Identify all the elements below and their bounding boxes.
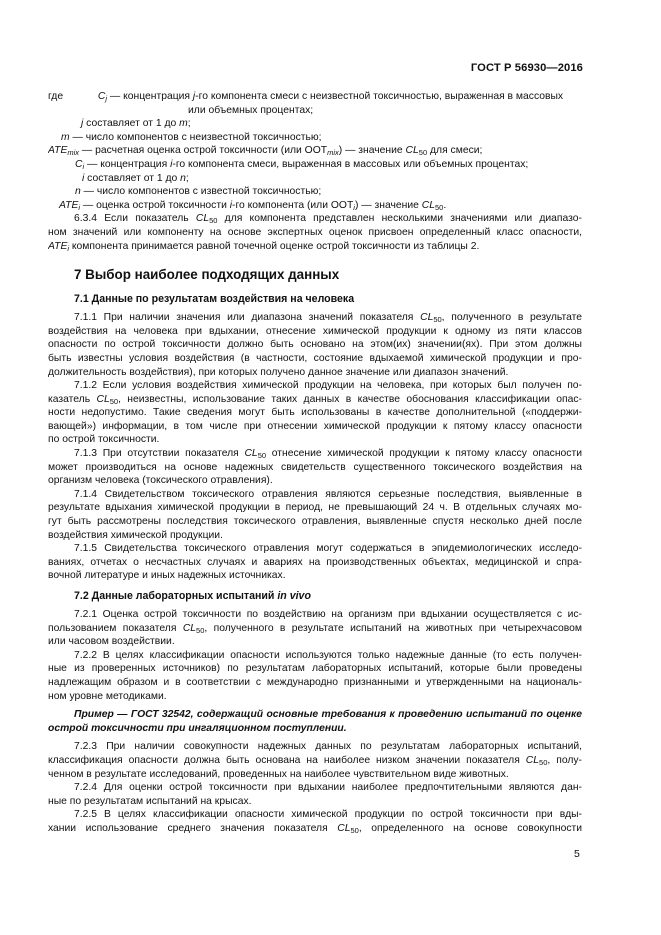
p634-line: ном значений или компоненту на основе экспертных оценок присвоен определенный класс опасности, [48,226,582,238]
p634-line: $ATE_i$ компонента принимается равной точечной оценке острой токсичности из таблицы 2. [48,240,480,253]
p711-line: опасности по острой токсичности должно быть основано на этом(их) значении(ях). При этом должны [48,339,582,351]
def-m: m — число компонентов с неизвестной токсичностью; [61,131,322,143]
p712-line: ности недопустимо. Такие сведения могут быть использованы в качестве дополнительной («поддержи- [48,407,582,419]
p715-line: 7.1.5 Свидетельства токсического отравления могут содержаться в эпидемиологических исследо- [74,543,582,555]
section-7-2-title: 7.2 Данные лабораторных испытаний in vivo [74,590,311,602]
p712-line: казатель $CL_{50}$, неизвестны, использование таких данных в качестве обоснования классификации опас- [48,393,582,406]
p722-line: 7.2.2 В целях классификации опасности используются только надежные данные (то есть получен- [74,649,582,661]
p724-line: ные по результатам испытаний на крысах. [48,795,252,807]
p711-line: быть известны условия воздействия (в частности, состояние вдыхаемой химической продукции и про- [48,352,582,364]
p714-line: результате вдыхания химической продукции в период, не превышающий 24 ч. В отдельных случаях мо- [48,502,582,514]
p723-line: 7.2.3 При наличии совокупности надежных данных по результатам лабораторных испытаний, [74,741,582,753]
p634-line: 6.3.4 Если показатель $CL_{50}$ для компонента представлен несколькими значениями или диапазо- [74,213,582,226]
p723-line: ченном в результате исследований, проведенных на наиболее чувствительном виде животных. [48,768,509,780]
p721-line: пользованием показателя $CL_{50}$, полученного в результате испытаний на животных при четырехчасовом [48,622,582,635]
def-i-range: i составляет от 1 до n; [82,172,189,184]
page-number: 5 [574,848,580,860]
def-ci: $C_i$ — концентрация i-го компонента смеси, выраженная в массовых или объемных процентах; [75,158,529,171]
p715-line: вочной литературе и иных надежных источниках. [48,570,286,582]
example-line: Пример — ГОСТ 32542, содержащий основные требования к проведению испытаний по оценке [74,709,582,721]
p714-line: гут быть рассмотрены последствия токсического отравления, выявленные спустя несколько дней после [48,516,582,528]
p722-line: ном уровне методиками. [48,690,167,702]
p721-line: 7.2.1 Оценка острой токсичности по воздействию на организм при вдыхании осуществляется с ис- [74,609,582,620]
p723-line: классификация опасности должна быть основана на наиболее низком значении показателя $CL_{50}$, полу- [48,754,582,767]
p715-line: ваниях, отчетах о несчастных случаях и авариях на производственных объектах, медицинской и спра- [48,556,582,568]
def-cj-cont: или объемных процентах; [188,104,314,116]
p713-line: может производиться на основе надежных свидетельств существенного токсического воздействия на [48,461,582,473]
def-j-range: j составляет от 1 до m; [81,118,191,130]
p711-line: 7.1.1 При наличии значения или диапазона значений показателя $CL_{50}$, полученного в результате [74,312,582,325]
p712-line: по острой токсичности. [48,434,160,446]
p712-line: вающей») информации, в том числе при отнесении химической продукции к пятому классу опасности [48,420,582,432]
p725-line: 7.2.5 В целях классификации опасности химической продукции по острой токсичности при вды- [74,809,582,821]
document-body [48,90,582,836]
p714-line: 7.1.4 Свидетельством токсического отравления являются серьезные последствия, выявленные в [74,488,582,500]
def-atei: $ATE_i$ — оценка острой токсичности i-го компонента (или $ООТ_i$) — значение $CL_{50}$. [59,199,447,212]
p724-line: 7.2.4 Для оценки острой токсичности при вдыхании наиболее предпочтительными являются дан- [74,782,582,794]
p712-line: 7.1.2 Если условия воздействия химической продукции на человека, при которых был получен по- [74,380,582,392]
def-n: n — число компонентов с известной токсичностью; [75,186,322,198]
p722-line: ные из проверенных источников) по результатам лабораторных испытаний, которые были проведены [48,663,582,675]
def-atemix: $ATE_{mix}$ — расчетная оценка острой токсичности (или $ООТ_{mix}$) — значение $CL_{50}$ для смеси; [48,145,483,158]
p711-line: должительность воздействия), при которых получено данное значение или диапазон значений. [48,366,509,378]
example-line: острой токсичности при ингаляционном поступлении. [48,722,347,734]
p713-line: 7.1.3 При отсутствии показателя $CL_{50}$ отнесение химической продукции к пятому классу опасности [74,448,582,461]
p711-line: воздействия на человека при вдыхании, отнесение химической продукции к одному из пяти классов [48,325,582,337]
def-cj: где $C_j$ — концентрация j-го компонента смеси с неизвестной токсичностью, выраженная в массовых [48,91,564,103]
standard-header: ГОСТ Р 56930—2016 [470,62,583,74]
p725-line: хании использование среднего значения показателя $CL_{50}$, определенного на основе совокупности [48,822,582,835]
p713-line: организм человека (токсического отравления). [48,475,273,487]
p721-line: или часовом воздействии. [48,636,175,648]
section-7-title: 7 Выбор наиболее подходящих данных [74,267,340,283]
section-7-1-title: 7.1 Данные по результатам воздействия на человека [74,293,355,306]
p714-line: воздействия химической продукции. [48,529,223,541]
p722-line: надлежащим образом и в соответствии с международно признанными и утвержденными на националь- [48,676,582,688]
